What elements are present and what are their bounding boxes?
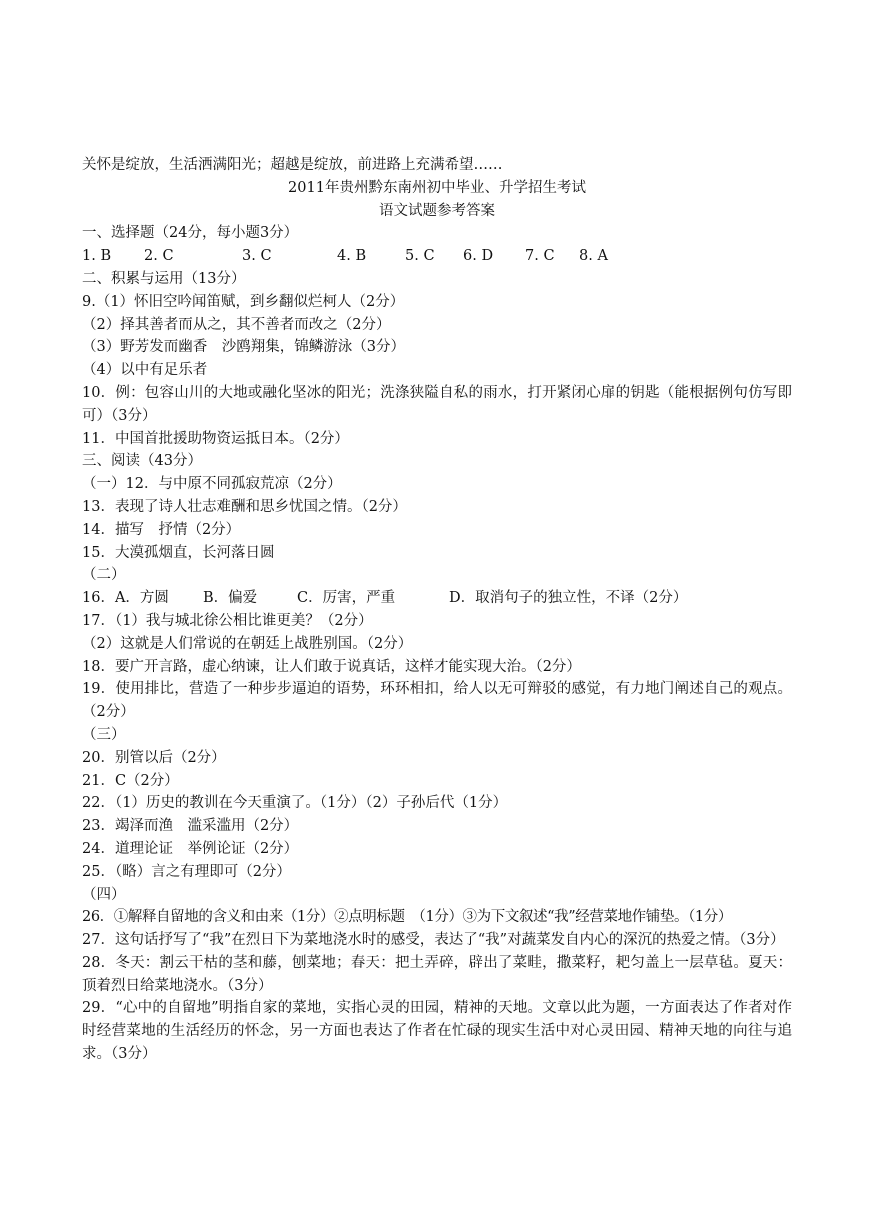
q16-answer: D．取消句子的独立性，不译（2分）: [449, 590, 688, 607]
answer-line: 19．使用排比，营造了一种步步逼迫的语势，环环相扣，给人以无可辩驳的感觉，有力地门阐述自己的观点。（2分）: [82, 681, 792, 721]
choice-answer: 6. D: [463, 248, 494, 265]
document-subtitle: 语文试题参考答案: [379, 202, 495, 219]
answer-line: 29．“心中的自留地”明指自家的菜地，实指心灵的田园，精神的天地。文章以此为题，一方面表达了作者对作时经营菜地的生活经历的怀念，另一方面也表达了作者在忙碌的现实生活中对心灵田园、精神天地的向往与追求。（3分）: [82, 1000, 792, 1063]
answer-line: 18．要广开言路，虚心纳谏，让人们敢于说真话，这样才能实现大治。（2分）: [82, 658, 581, 675]
answer-line: 15．大漠孤烟直，长河落日圆: [82, 544, 275, 561]
choice-answer: 2. C: [144, 248, 174, 265]
answer-line: （一）12．与中原不同孤寂荒凉（2分）: [82, 476, 342, 493]
part-heading: （三）: [82, 726, 126, 743]
answer-line: 20．别管以后（2分）: [82, 749, 226, 766]
answer-line: 25．（略）言之有理即可（2分）: [82, 863, 291, 880]
answer-line: （2）择其善者而从之，其不善者而改之（2分）: [82, 316, 391, 333]
choice-answer: 3. C: [242, 248, 272, 265]
document-title: 2011年贵州黔东南州初中毕业、升学招生考试: [288, 179, 586, 196]
section-heading-choice: 一、选择题（24分，每小题3分）: [82, 225, 299, 242]
intro-line: 关怀是绽放，生活洒满阳光；超越是绽放，前进路上充满希望……: [82, 157, 503, 173]
answer-line: 23．竭泽而渔 滥采滥用（2分）: [82, 818, 299, 835]
answer-line: 26．①解释自留地的含义和由来（1分）②点明标题 （1分）③为下文叙述“我”经营菜地作铺垫。（1分）: [82, 909, 732, 926]
answer-line: 10．例：包容山川的大地或融化坚冰的阳光；洗涤狭隘自私的雨水，打开紧闭心扉的钥匙（能根据例句仿写即可）（3分）: [82, 384, 792, 424]
answer-line: （3）野芳发而幽香 沙鸥翔集，锦鳞游泳（3分）: [82, 339, 405, 356]
choice-answer: 1. B: [82, 248, 112, 265]
choice-answer: 5. C: [405, 248, 435, 265]
answer-line: 27．这句话抒写了“我”在烈日下为菜地浇水时的感受，表达了“我”对蔬菜发自内心的深沉的热爱之情。（3分）: [82, 932, 785, 949]
part-heading: （四）: [82, 886, 126, 903]
part-heading: （二）: [82, 567, 126, 584]
choice-answer: 7. C: [525, 248, 555, 265]
q16-answer: 16．A．方圆: [82, 590, 169, 607]
q16-answer: B．偏爱: [203, 590, 258, 607]
answer-document: [82, 154, 792, 1066]
choice-answer: 8. A: [579, 248, 608, 265]
answer-line: 21．C（2分）: [82, 772, 179, 789]
answer-line: （4）以中有足乐者: [82, 362, 208, 379]
choice-answer: 4. B: [337, 248, 367, 265]
answer-line: 17．（1）我与城北徐公相比谁更美？（2分）: [82, 612, 373, 629]
answer-line: 24．道理论证 举例论证（2分）: [82, 840, 299, 857]
choice-answers-row: [82, 245, 792, 268]
q16-answers-row: [82, 587, 792, 610]
answer-line: 9.（1）怀旧空吟闻笛赋，到乡翻似烂柯人（2分）: [82, 293, 405, 310]
answer-line: 28．冬天：割云干枯的茎和藤，刨菜地；春天：把土弄碎，辟出了菜畦，撒菜籽，耙匀盖上一层草毡。夏天：顶着烈日给菜地浇水。（3分）: [82, 954, 792, 994]
q16-answer: C．厉害，严重: [297, 590, 396, 607]
answer-line: 11．中国首批援助物资运抵日本。（2分）: [82, 430, 349, 447]
answer-line: 22．（1）历史的教训在今天重演了。（1分）（2）子孙后代（1分）: [82, 795, 508, 812]
section-heading-reading: 三、阅读（43分）: [82, 453, 202, 470]
answer-line: （2）这就是人们常说的在朝廷上战胜别国。（2分）: [82, 635, 413, 652]
answer-line: 13．表现了诗人壮志难酬和思乡忧国之情。（2分）: [82, 498, 407, 515]
answer-line: 14．描写 抒情（2分）: [82, 521, 241, 538]
section-heading-accumulation: 二、积累与运用（13分）: [82, 270, 246, 287]
